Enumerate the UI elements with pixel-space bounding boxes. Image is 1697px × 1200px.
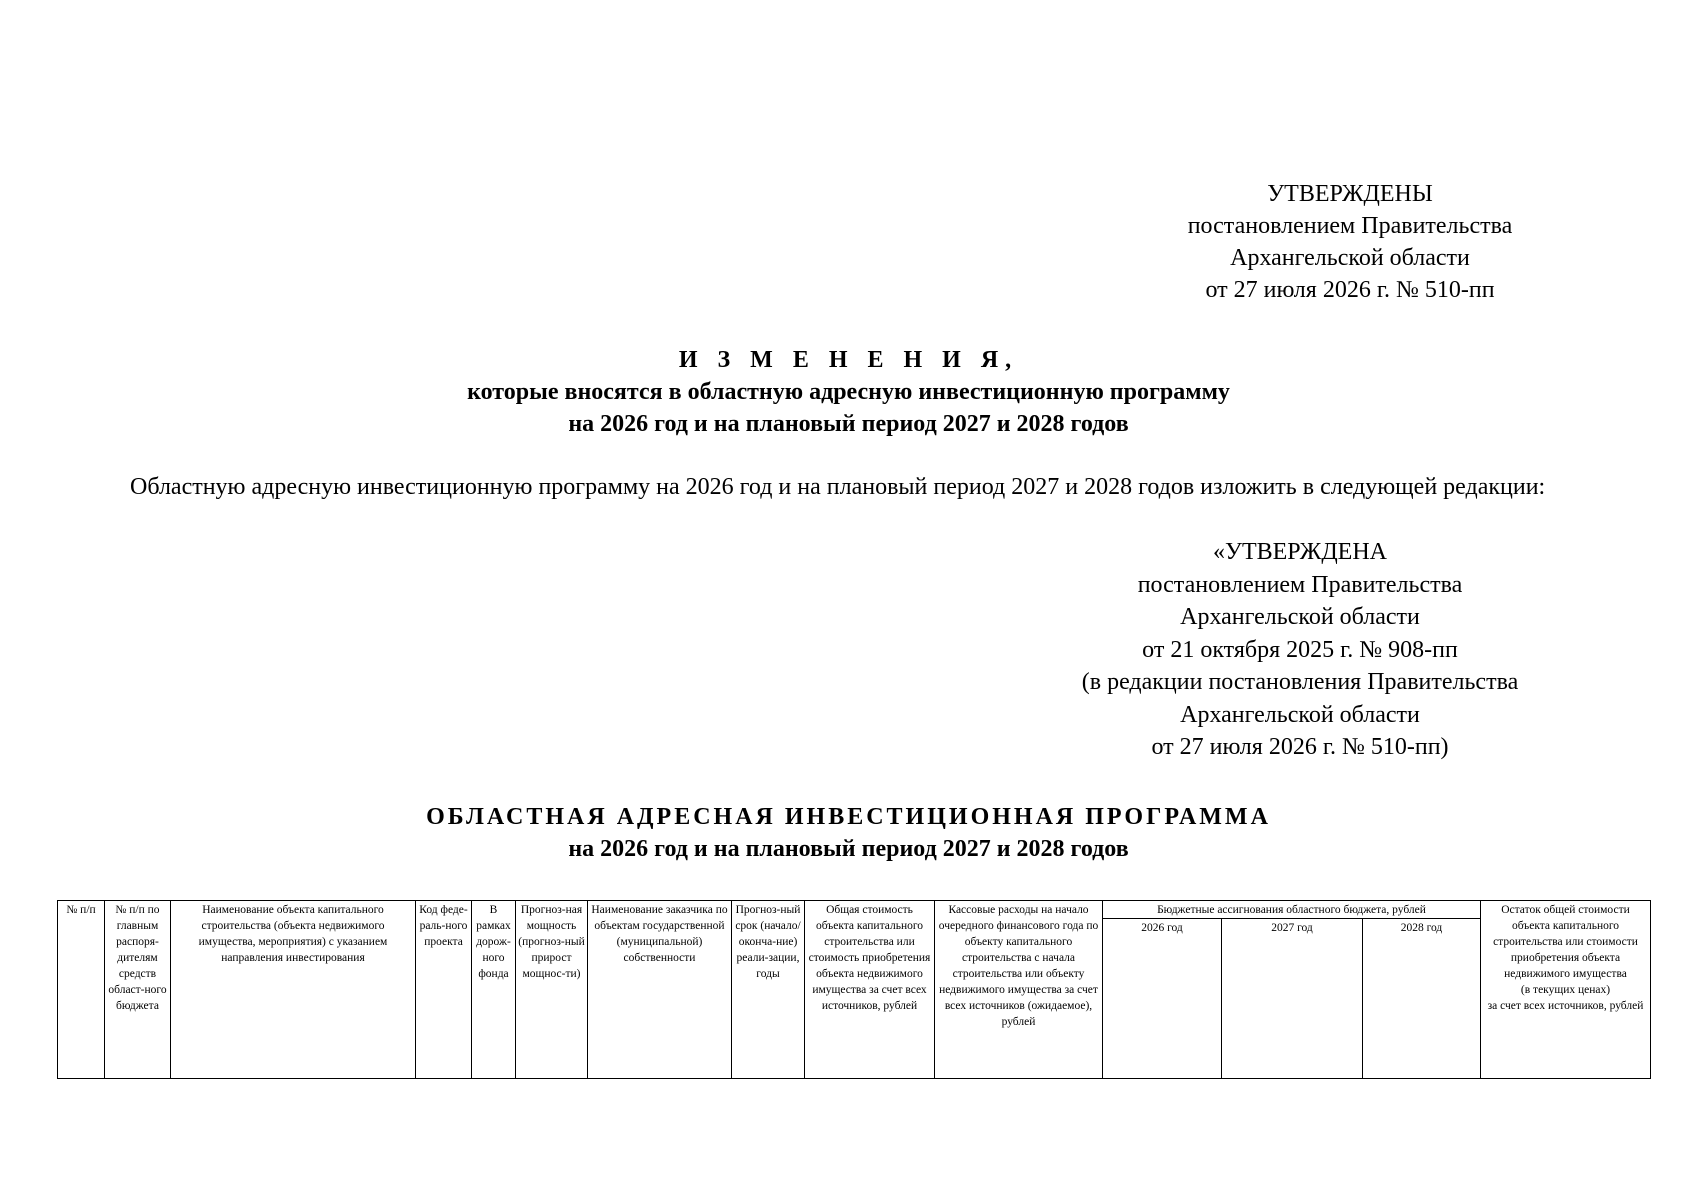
header-remaining-sources: за счет всех источников, рублей	[1487, 1000, 1644, 1012]
approval-date-number: от 27 июля 2026 г. № 510-пп	[1205, 277, 1495, 303]
header-remaining-prices: (в текущих ценах)	[1520, 984, 1611, 996]
header-total-cost: Общая стоимость объекта капитального строительства или стоимость приобретения объекта недвижимого имущества за счет всех источников, рублей	[805, 901, 935, 1079]
header-budget-group: Бюджетные ассигнования областного бюджета, рублей	[1103, 901, 1481, 919]
approval-authority: постановлением Правительства	[1187, 213, 1513, 239]
quoted-approval-region: Архангельской области	[1180, 604, 1420, 630]
program-table	[57, 900, 1651, 1079]
header-customer: Наименование заказчика по объектам государственной (муниципальной) собственности	[588, 901, 732, 1079]
header-road-fund: В рамках дорож-ного фонда	[472, 901, 516, 1079]
quoted-revision-region: Архангельской области	[1180, 701, 1420, 728]
quoted-approval-status: «УТВЕРЖДЕНА	[1212, 539, 1388, 565]
header-federal-project: Код феде-раль-ного проекта	[416, 901, 472, 1079]
approval-region: Архангельской области	[1230, 245, 1470, 271]
header-object-name: Наименование объекта капитального строительства (объекта недвижимого имущества, мероприятия) с указанием направления инвестирования	[171, 901, 416, 1079]
header-year-2026: 2026 год	[1103, 919, 1222, 1079]
table-header-row	[58, 901, 1651, 919]
document-subtitle: которые вносятся в областную адресную инвестиционную программу	[467, 379, 1230, 405]
document-heading	[0, 344, 1697, 440]
header-year-2028: 2028 год	[1363, 919, 1481, 1079]
document-title: И З М Е Н Е Н И Я,	[678, 347, 1019, 373]
quoted-revision-note: (в редакции постановления Правительства	[1081, 669, 1519, 695]
header-remaining	[1481, 901, 1651, 1079]
header-num-by-manager: № п/п по главным распоря-дителям средств област-ного бюджета	[105, 901, 171, 1079]
header-capacity: Прогноз-ная мощность (прогноз-ный прирост мощнос-ти)	[516, 901, 588, 1079]
quoted-revision-date-number: от 27 июля 2026 г. № 510-пп)	[1151, 734, 1449, 760]
header-remaining-main: Остаток общей стоимости объекта капитального строительства или стоимости приобретения объекта недвижимого имущества	[1493, 904, 1638, 980]
document-subtitle-period: на 2026 год и на плановый период 2027 и 2028 годов	[568, 411, 1129, 437]
approval-block	[1150, 178, 1550, 306]
quoted-approval-authority: постановлением Правительства	[1137, 571, 1463, 598]
approval-status: УТВЕРЖДЕНЫ	[1267, 181, 1433, 207]
approval-block-quoted	[1040, 536, 1560, 764]
header-cash-expenses: Кассовые расходы на начало очередного финансового года по объекту капитального строительства с начала строительства или объекту недвижимого имущества за счет всех источников (ожидаемое), рублей	[935, 901, 1103, 1079]
quoted-approval-date-number: от 21 октября 2025 г. № 908-пп	[1142, 636, 1458, 663]
header-year-2027: 2027 год	[1222, 919, 1363, 1079]
header-term: Прогноз-ный срок (начало/ оконча-ние) реали-зации, годы	[732, 901, 805, 1079]
program-title-main: ОБЛАСТНАЯ АДРЕСНАЯ ИНВЕСТИЦИОННАЯ ПРОГРАММА	[426, 804, 1271, 830]
program-title-period: на 2026 год и на плановый период 2027 и 2028 годов	[568, 836, 1129, 862]
intro-paragraph: Областную адресную инвестиционную программу на 2026 год и на плановый период 2027 и 2028 годов изложить в следующей редакции:	[130, 474, 1546, 500]
program-title	[0, 801, 1697, 865]
header-num: № п/п	[58, 901, 105, 1079]
